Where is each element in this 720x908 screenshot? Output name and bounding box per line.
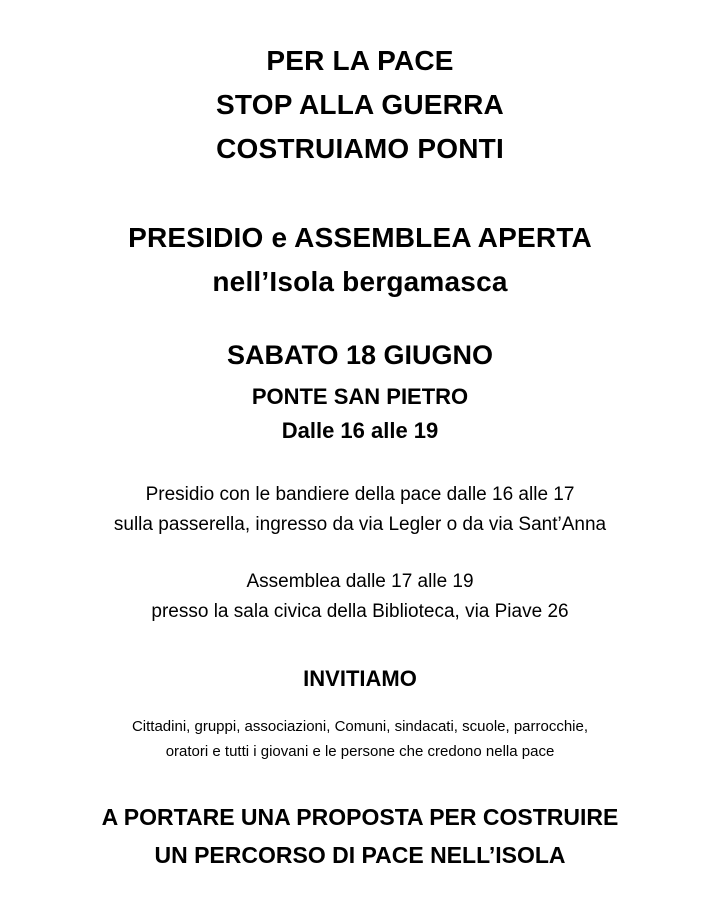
- event-place: PONTE SAN PIETRO: [251, 384, 469, 409]
- presidio-line-1: Presidio con le bandiere della pace dalle 16 alle 17: [145, 484, 575, 505]
- header-line-3: COSTRUIAMO PONTI: [216, 133, 504, 164]
- event-title-line-1: PRESIDIO e ASSEMBLEA APERTA: [128, 222, 592, 253]
- closing-line-1: A PORTARE UNA PROPOSTA PER COSTRUIRE: [101, 804, 619, 830]
- assemblea-line-2: presso la sala civica della Biblioteca, via Piave 26: [151, 601, 569, 622]
- header-line-1: PER LA PACE: [266, 45, 454, 76]
- presidio-line-2: sulla passerella, ingresso da via Legler o da via Sant’Anna: [113, 514, 607, 535]
- event-date: SABATO 18 GIUGNO: [226, 340, 494, 370]
- event-title-line-2: nell’Isola bergamasca: [212, 266, 508, 297]
- header-line-2: STOP ALLA GUERRA: [216, 89, 504, 120]
- invite-line-1: Cittadini, gruppi, associazioni, Comuni, sindacati, scuole, parrocchie,: [131, 718, 589, 735]
- invite-heading: INVITIAMO: [303, 666, 417, 691]
- event-hours: Dalle 16 alle 19: [281, 418, 439, 443]
- closing-line-2: UN PERCORSO DI PACE NELL’ISOLA: [154, 842, 566, 868]
- invite-line-2: oratori e tutti i giovani e le persone che credono nella pace: [165, 743, 555, 760]
- assemblea-line-1: Assemblea dalle 17 alle 19: [246, 571, 474, 592]
